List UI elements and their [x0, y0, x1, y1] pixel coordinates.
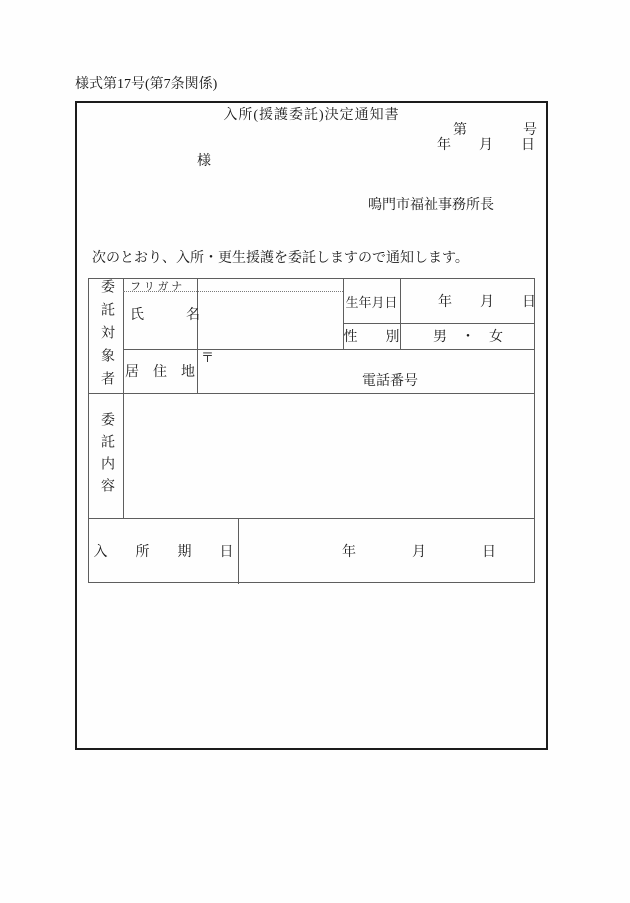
- name-label: 氏 名: [130, 308, 200, 323]
- addressee-suffix: 様: [197, 154, 211, 169]
- document-title: 入所(援護委託)決定通知書: [223, 108, 400, 123]
- admission-date-value: 年 月 日: [342, 545, 496, 560]
- form-border-box: [75, 101, 548, 750]
- intro-sentence: 次のとおり、入所・更生援護を委託しますので通知します。: [92, 251, 469, 266]
- sex-value-cell: [400, 323, 536, 349]
- phone-label: 電話番号: [362, 374, 418, 389]
- entrust-subject-label: 委託対象者: [99, 278, 114, 394]
- furigana-label: フ リ ガ ナ: [130, 281, 183, 293]
- form-table: [88, 278, 535, 583]
- birthdate-value: 年 月 日: [438, 295, 536, 310]
- document-date-line: 年 月 日: [437, 138, 535, 153]
- birthdate-value-cell: [400, 279, 536, 323]
- entrust-subject-header-cell: [89, 279, 123, 393]
- entrust-content-label: 委託内容: [99, 411, 114, 500]
- table-gridline: [197, 279, 198, 393]
- residence-label-cell: [123, 349, 197, 393]
- issuer-name: 鳴門市福祉事務所長: [368, 198, 494, 213]
- sex-label-cell: [343, 323, 400, 349]
- sex-label: 性 別: [343, 330, 400, 345]
- residence-label: 居 住 地: [125, 365, 195, 380]
- document-number-line: 第 号: [453, 123, 537, 138]
- table-gridline: [123, 279, 124, 518]
- entrust-content-header-cell: [89, 393, 123, 518]
- table-gridline: [89, 393, 534, 394]
- sex-value: 男 ・ 女: [433, 330, 503, 345]
- admission-date-value-cell: [238, 518, 536, 584]
- admission-date-label: 入 所 期 日: [93, 545, 234, 560]
- birthdate-label: 生年月日: [345, 294, 398, 310]
- postal-mark: 〒: [201, 350, 215, 365]
- form-number-label: 様式第17号(第7条関係): [75, 77, 218, 92]
- admission-date-label-cell: [89, 518, 238, 584]
- birthdate-label-cell: [343, 279, 400, 323]
